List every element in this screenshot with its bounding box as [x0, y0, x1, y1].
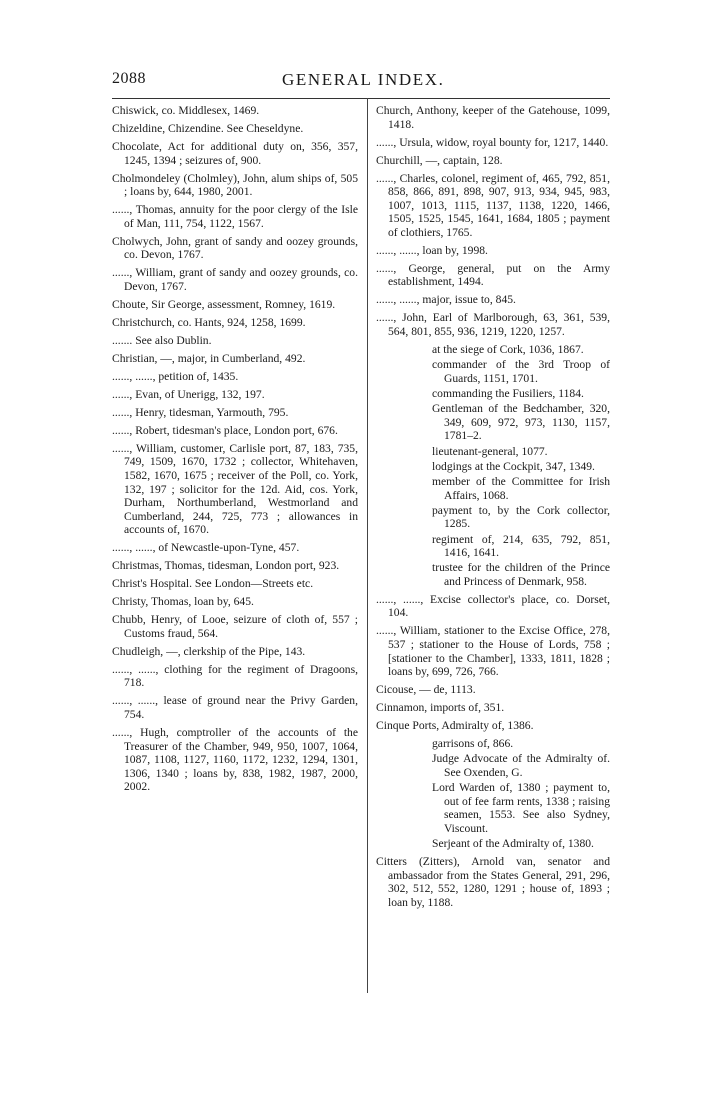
page-header [112, 70, 610, 92]
index-subentry: Gentleman of the Bedchamber, 320, 349, 609, 972, 973, 1130, 1157, 1781–2. [432, 402, 610, 443]
right-column [376, 104, 610, 914]
index-entry: ......, Evan, of Unerigg, 132, 197. [112, 387, 265, 401]
index-entry: ......, William, customer, Carlisle port, 87, 183, 735, 749, 1509, 1670, 1732 ; collector, Whitehaven, 1582, 1670, 1675 ; receiver of the Poll, co. York, 132, 197 ; solicitor for the 12d. Aid, cos. York, Durham, Northumberland, Westmorland and Cumberland, 244, 725, 773 ; allowances in accounts of, 1670. [112, 441, 358, 537]
index-entry: Cicouse, — de, 1113. [376, 683, 476, 697]
index-subentry: commanding the Fusiliers, 1184. [432, 387, 584, 400]
index-subentry: Lord Warden of, 1380 ; payment to, out of fee farm rents, 1338 ; raising seamen, 1553. See also Sydney, Viscount. [432, 781, 610, 835]
index-entry: ....... See also Dublin. [112, 333, 212, 347]
index-entry: Churchill, —, captain, 128. [376, 153, 503, 167]
index-entry: Christchurch, co. Hants, 924, 1258, 1699. [112, 315, 306, 329]
index-entry: ......, ......, loan by, 1998. [376, 243, 488, 257]
index-entry: ......, Charles, colonel, regiment of, 465, 792, 851, 858, 866, 891, 898, 907, 913, 934, 945, 983, 1007, 1013, 1115, 1137, 1138, 1220, 1466, 1505, 1525, 1545, 1641, 1684, 1805 ; payment of clothiers, 1765. [376, 171, 610, 239]
index-subentry: Serjeant of the Admiralty of, 1380. [432, 837, 594, 851]
index-entry: ......, Ursula, widow, royal bounty for, 1217, 1440. [376, 135, 609, 149]
index-entry: ......, ......, clothing for the regiment of Dragoons, 718. [112, 662, 358, 690]
index-entry: ......, Robert, tidesman's place, London port, 676. [112, 423, 338, 437]
index-subentry: trustee for the children of the Prince and Princess of Denmark, 958. [432, 561, 610, 588]
index-entry: ......, John, Earl of Marlborough, 63, 361, 539, 564, 801, 855, 936, 1219, 1220, 1257. [376, 311, 610, 339]
index-subentry: garrisons of, 866. [432, 737, 514, 751]
index-entry: ......, William, stationer to the Excise Office, 278, 537 ; stationer to the House of Lords, 758 ; [stationer to the Chamber], 1333, 1811, 1828 ; loans by, 699, 726, 766. [376, 624, 610, 679]
index-entry: Chiswick, co. Middlesex, 1469. [112, 104, 260, 117]
index-subentry: Judge Advocate of the Admiralty of. See Oxenden, G. [432, 752, 610, 779]
column-divider [367, 98, 368, 993]
index-entry: Cinque Ports, Admiralty of, 1386. [376, 719, 534, 733]
index-subentry: lieutenant-general, 1077. [432, 444, 548, 458]
index-subentry: regiment of, 214, 635, 792, 851, 1416, 1641. [432, 532, 610, 560]
running-title: GENERAL INDEX. [282, 70, 445, 89]
index-entry: Christy, Thomas, loan by, 645. [112, 595, 254, 609]
index-entry: ......, George, general, put on the Army establishment, 1494. [376, 261, 610, 289]
index-entry: Cholwych, John, grant of sandy and oozey grounds, co. Devon, 1767. [112, 234, 358, 262]
index-subentry: member of the Committee for Irish Affairs, 1068. [432, 474, 610, 502]
index-subentry: commander of the 3rd Troop of Guards, 1151, 1701. [432, 358, 610, 385]
index-entry: Citters (Zitters), Arnold van, senator and ambassador from the States General, 291, 296, 302, 512, 552, 1280, 1291 ; house of, 1893 ; loan by, 1188. [376, 855, 610, 909]
index-entry: Chubb, Henry, of Looe, seizure of cloth of, 557 ; Customs fraud, 564. [112, 613, 358, 640]
index-entry: ......, ......, Excise collector's place, co. Dorset, 104. [376, 592, 610, 620]
index-entry: Christmas, Thomas, tidesman, London port, 923. [112, 559, 340, 573]
index-entry: Cholmondeley (Cholmley), John, alum ships of, 505 ; loans by, 644, 1980, 2001. [112, 171, 358, 199]
index-entry: Choute, Sir George, assessment, Romney, 1619. [112, 297, 336, 311]
index-entry: ......, ......, petition of, 1435. [112, 369, 239, 383]
left-column [112, 104, 358, 798]
index-entry: Christ's Hospital. See London—Streets etc. [112, 577, 314, 591]
index-entry: Christian, —, major, in Cumberland, 492. [112, 351, 306, 365]
index-entry: Chizeldine, Chizendine. See Cheseldyne. [112, 121, 304, 135]
index-entry: Chudleigh, —, clerkship of the Pipe, 143. [112, 644, 306, 658]
index-entry: ......, Hugh, comptroller of the accounts of the Treasurer of the Chamber, 949, 950, 1007, 1064, 1087, 1108, 1127, 1160, 1172, 1232, 1294, 1301, 1306, 1340 ; loans by, 838, 1982, 1987, 2000, 2002. [112, 725, 358, 794]
header-rule [112, 98, 610, 99]
index-entry: ......, Henry, tidesman, Yarmouth, 795. [112, 405, 289, 419]
index-subentry: at the siege of Cork, 1036, 1867. [432, 343, 584, 357]
index-subentry: lodgings at the Cockpit, 347, 1349. [432, 459, 595, 473]
index-entry: ......, ......, lease of ground near the Privy Garden, 754. [112, 694, 358, 721]
index-entry: Cinnamon, imports of, 351. [376, 701, 505, 715]
index-subentry: payment to, by the Cork collector, 1285. [432, 503, 610, 531]
index-entry: ......, Thomas, annuity for the poor clergy of the Isle of Man, 111, 754, 1122, 1567. [112, 203, 358, 230]
index-entry: ......, ......, major, issue to, 845. [376, 293, 516, 307]
index-entry: Chocolate, Act for additional duty on, 356, 357, 1245, 1394 ; seizures of, 900. [112, 139, 358, 167]
index-entry: Church, Anthony, keeper of the Gatehouse, 1099, 1418. [376, 104, 610, 131]
index-entry: ......, ......, of Newcastle-upon-Tyne, 457. [112, 541, 300, 555]
page-number: 2088 [112, 70, 146, 87]
index-entry: ......, William, grant of sandy and oozey grounds, co. Devon, 1767. [112, 266, 358, 293]
